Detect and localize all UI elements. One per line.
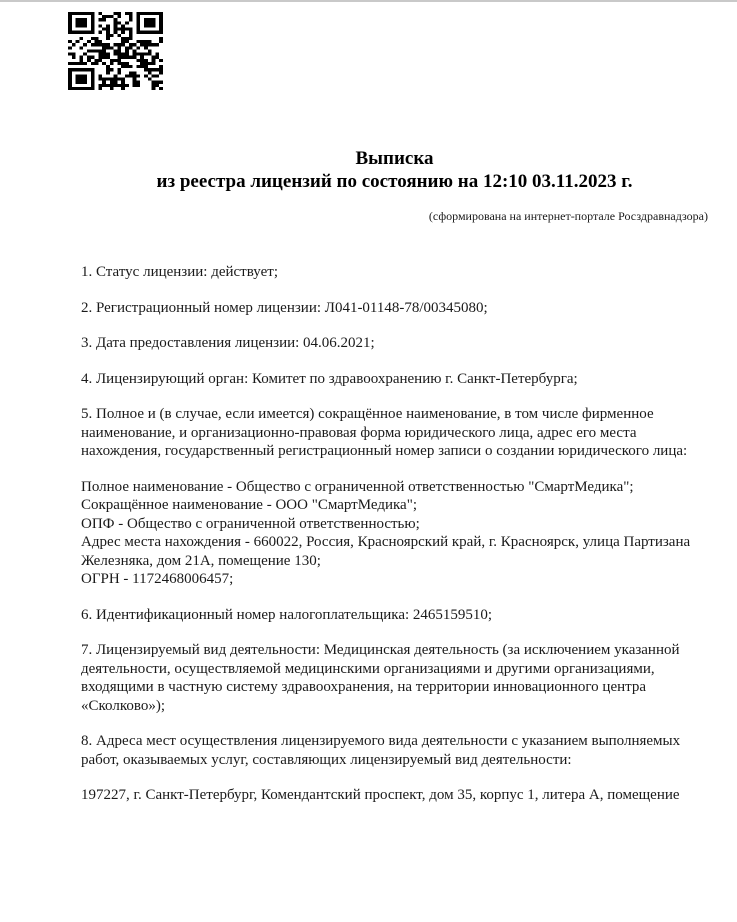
organization-address: Адрес места нахождения - 660022, Россия, Красноярский край, г. Красноярск, улица Партизана Железняка, дом 21А, помещение 130; bbox=[81, 534, 691, 569]
item-4-licensing-authority: 4. Лицензирующий орган: Комитет по здравоохранению г. Санкт-Петербурга; bbox=[81, 370, 578, 387]
organization-details bbox=[81, 478, 708, 589]
document-title-line2: из реестра лицензий по состоянию на 12:10 03.11.2023 г. bbox=[156, 171, 633, 192]
activity-address-line: 197227, г. Санкт-Петербург, Комендантский проспект, дом 35, корпус 1, литера А, помещение bbox=[81, 787, 680, 803]
item-8-addresses-heading: 8. Адреса мест осуществления лицензируемого вида деятельности с указанием выполняемых работ, оказываемых услуг, составляющих лицензируемый вид деятельности: bbox=[81, 733, 681, 768]
organization-full-name: Полное наименование - Общество с ограниченной ответственностью "СмартМедика"; bbox=[81, 478, 634, 495]
document-body bbox=[81, 263, 708, 805]
item-5-organization-heading: 5. Полное и (в случае, если имеется) сокращённое наименование, в том числе фирменное наименование, и организационно-правовая форма юридического лица, адрес его места нахождения, государственный регистрационный номер записи о создании юридического лица: bbox=[81, 406, 688, 459]
organization-short-name: Сокращённое наименование - ООО "СмартМедика"; bbox=[81, 497, 417, 513]
document-subtitle: (сформирована на интернет-портале Росздравнадзора) bbox=[428, 209, 708, 223]
document-content bbox=[81, 2, 708, 822]
document-title bbox=[81, 147, 708, 193]
item-2-registration-number: 2. Регистрационный номер лицензии: Л041-01148-78/00345080; bbox=[81, 299, 488, 316]
item-7-licensed-activity: 7. Лицензируемый вид деятельности: Медицинская деятельность (за исключением указанной деятельности, осуществляемой медицинскими организациями и другими организациями, входящими в частную систему здравоохранения, на территории инновационного центра «Сколково»); bbox=[81, 642, 680, 714]
item-3-grant-date: 3. Дата предоставления лицензии: 04.06.2021; bbox=[81, 335, 375, 351]
organization-ogrn: ОГРН - 1172468006457; bbox=[81, 571, 234, 587]
document-title-line1: Выписка bbox=[355, 148, 434, 169]
item-6-taxpayer-number: 6. Идентификационный номер налогоплательщика: 2465159510; bbox=[81, 606, 493, 623]
item-1-license-status: 1. Статус лицензии: действует; bbox=[81, 264, 278, 280]
organization-legal-form: ОПФ - Общество с ограниченной ответственностью; bbox=[81, 515, 420, 532]
